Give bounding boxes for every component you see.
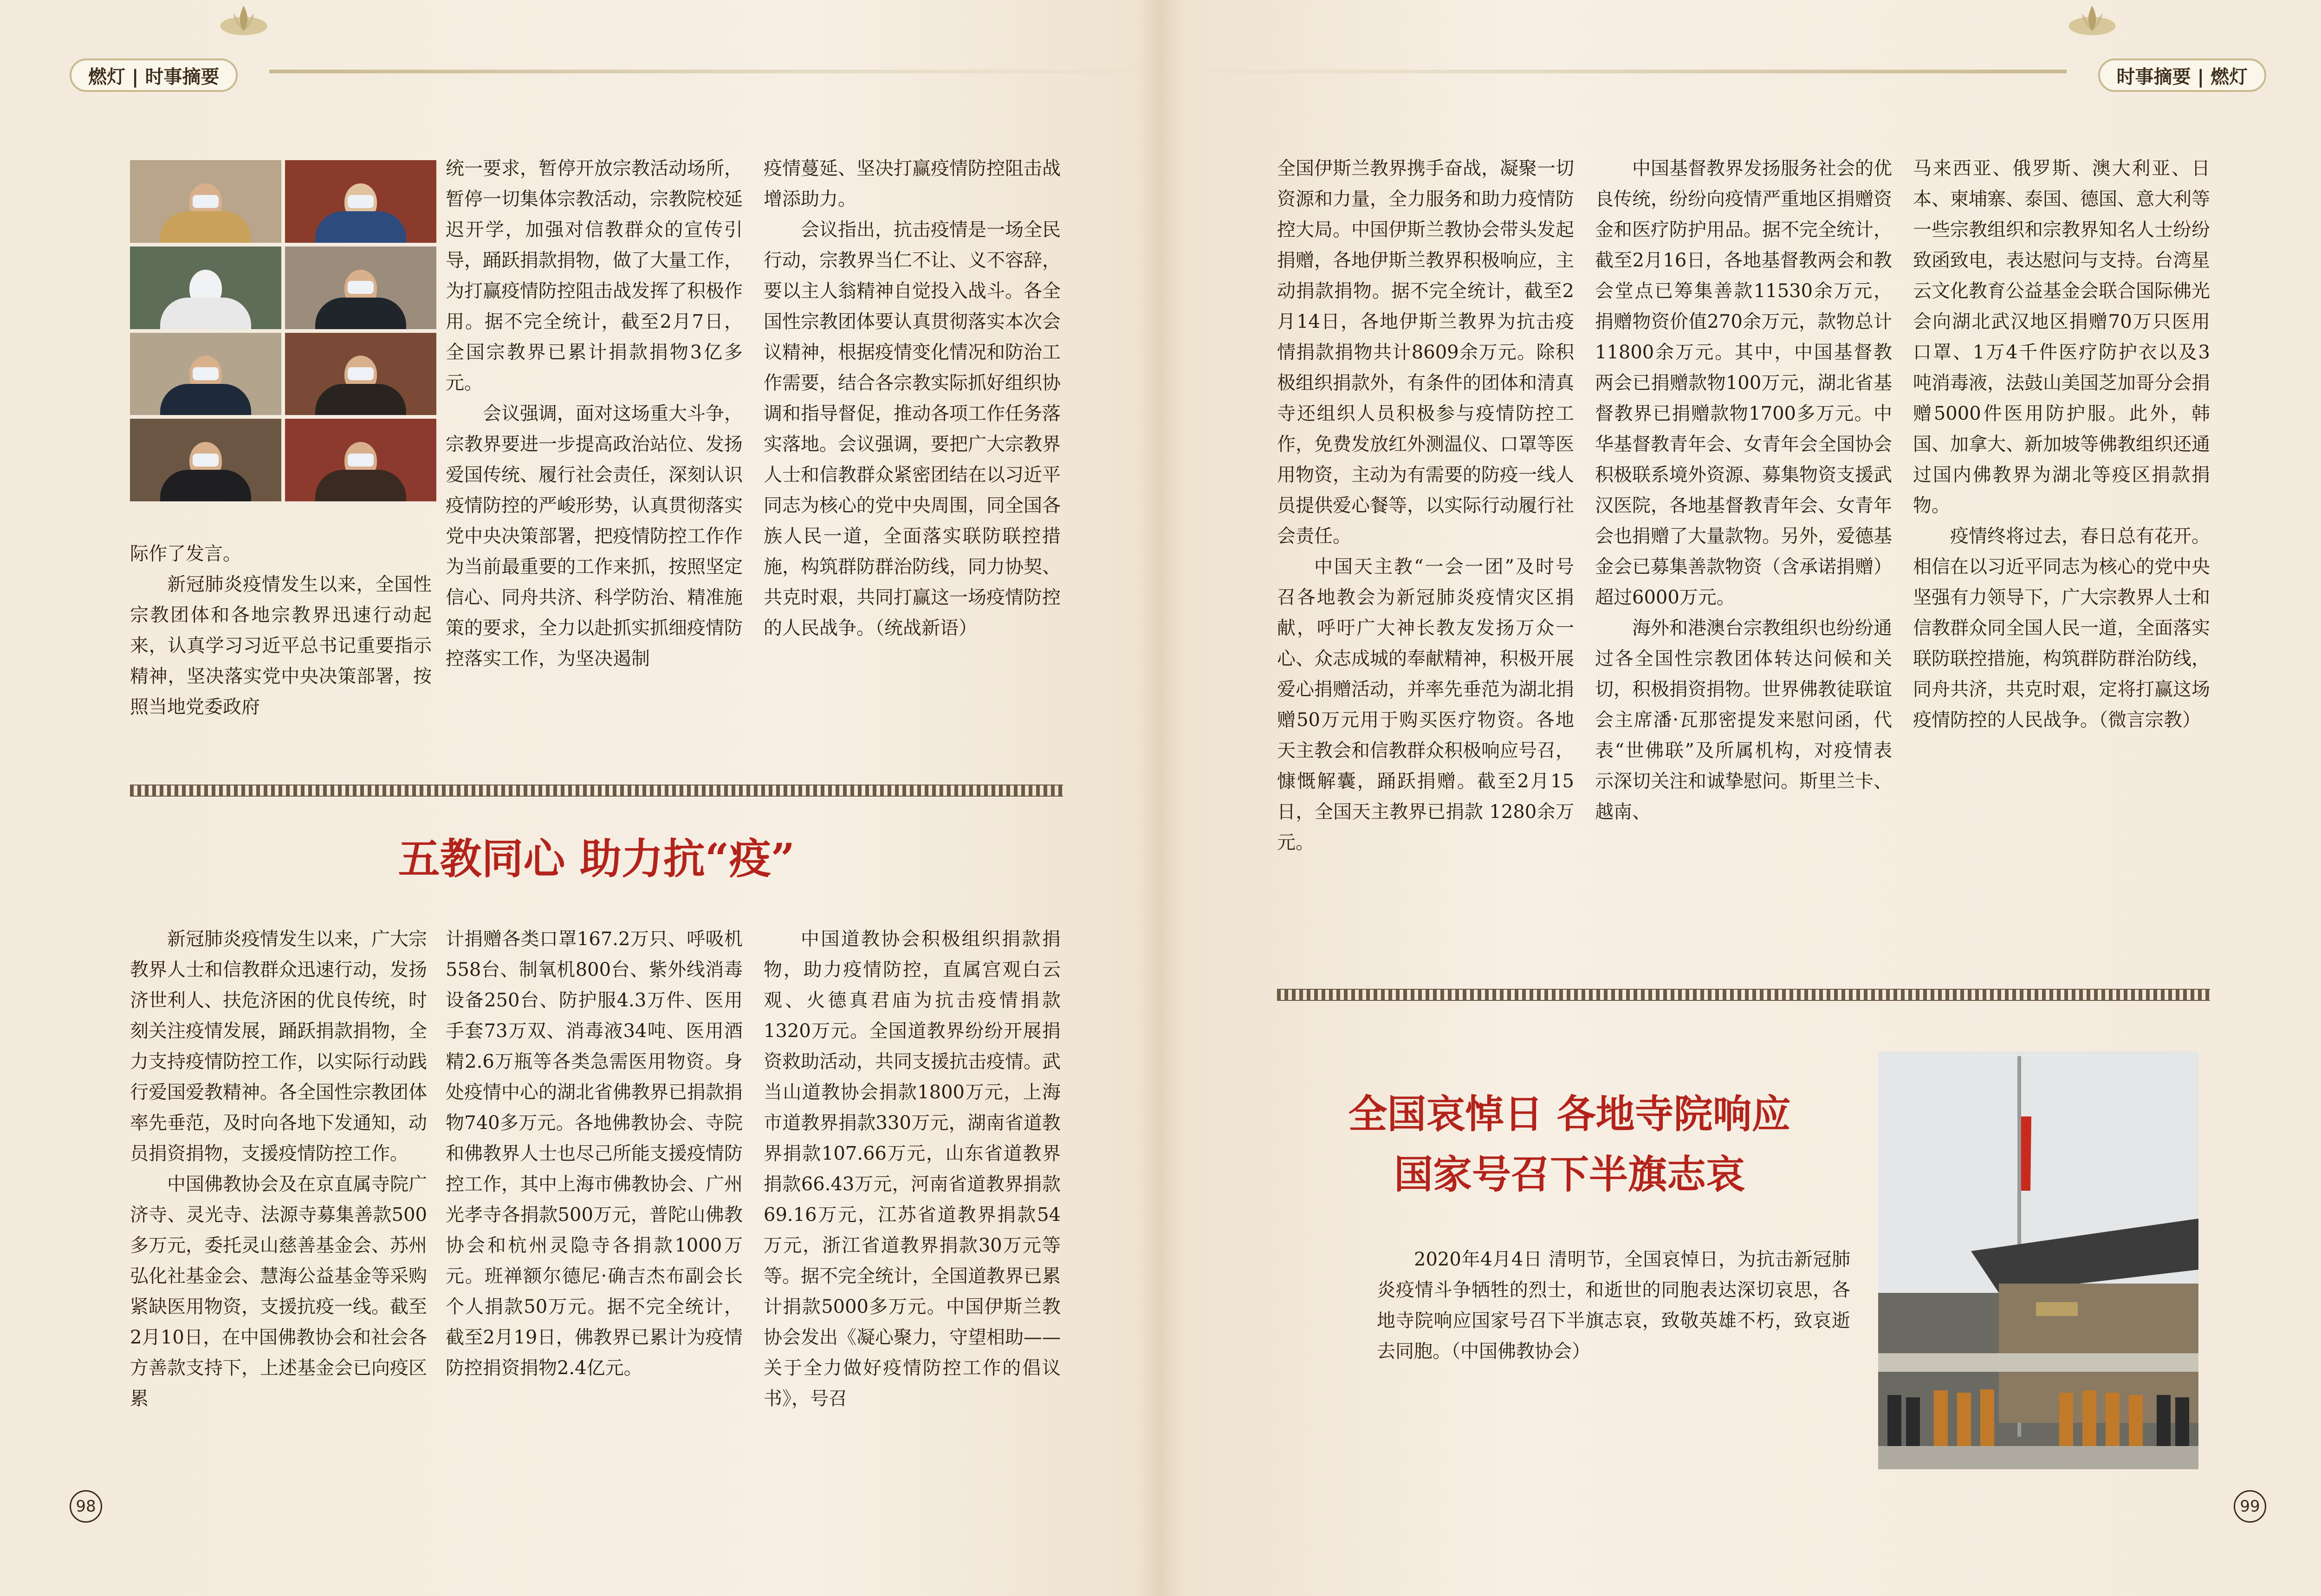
page-number: 99 (2234, 1490, 2266, 1523)
meeting-photo-collage (130, 160, 436, 501)
paragraph: 疫情终将过去，春日总有花开。相信在以习近平同志为核心的党中央坚强有力领导下，广大宗教界人士和信教群众同全国人民一道，全面落实联防联控措施，构筑群防群治防线，同舟共济，共克时艰，定将打赢这场疫情防控的人民战争。（微言宗教） (1913, 526, 2210, 731)
article-body (1377, 1244, 1850, 1367)
header-label: 时事摘要 | 燃灯 (2098, 58, 2266, 92)
temple-flag-photo (1878, 1051, 2198, 1469)
section-divider (130, 785, 1063, 797)
right-col-2 (1595, 153, 1892, 827)
left-top-col-2 (446, 153, 743, 674)
article-title: 五教同心 助力抗“疫” (398, 834, 795, 883)
page-number: 98 (70, 1490, 102, 1523)
paragraph: 际作了发言。 (130, 543, 241, 564)
photo-imam (130, 247, 281, 329)
paragraph: 统一要求，暂停开放宗教活动场所，暂停一切集体宗教活动，宗教院校延迟开学，加强对信教群众的宣传引导，踊跃捐款捐物，做了大量工作，为打赢疫情防控阻击战发挥了积极作用。据不完全统计，截至2月7日，全国宗教界已累计捐款捐物3亿多元。 (446, 158, 743, 394)
paragraph: 海外和港澳台宗教组织也纷纷通过各全国性宗教团体转达问候和关切，积极捐资捐物。世界佛教徒联谊会主席潘·瓦那密提发来慰问函，代表“世佛联”及所属机构，对疫情表示深切关注和诚挚慰问。斯里兰卡、越南、 (1595, 617, 1892, 823)
left-bottom-col-2 (446, 924, 743, 1383)
right-col-1 (1277, 153, 1574, 858)
paragraph: 新冠肺炎疫情发生以来，全国性宗教团体和各地宗教界迅速行动起来，认真学习习近平总书记重要指示精神，坚决落实党中央决策部署，按照当地党委政府 (130, 574, 432, 718)
section-divider (1277, 989, 2210, 1001)
right-col-3 (1913, 153, 2210, 735)
paragraph: 新冠肺炎疫情发生以来，广大宗教界人士和信教群众迅速行动，发扬济世利人、扶危济困的优良传统，时刻关注疫情发展，踊跃捐款捐物，全力支持疫情防控工作，以实际行动践行爱国爱教精神。各全国性宗教团体率先垂范，及时向各地下发通知，动员捐资捐物，支援疫情防控工作。 (130, 928, 427, 1164)
left-bottom-col-1 (130, 924, 427, 1414)
left-bottom-col-3 (764, 924, 1061, 1414)
paragraph: 中国基督教界发扬服务社会的优良传统，纷纷向疫情严重地区捐赠资金和医疗防护用品。据不完全统计，截至2月16日，各地基督教两会和教会堂点已筹集善款11530余万元，捐赠物资价值270余万元，款物总计11800余万元。其中，中国基督教两会已捐赠款物100万元，湖北省基督教界已捐赠款物1700多万元。中华基督教青年会、女青年会全国协会积极联系境外资源、募集物资支援武汉医院，各地基督教青年会、女青年会也捐赠了大量款物。另外，爱德基金会已募集善款物资（含承诺捐赠）超过6000万元。 (1595, 158, 1892, 608)
paragraph: 马来西亚、俄罗斯、澳大利亚、日本、柬埔寨、泰国、德国、意大利等一些宗教组织和宗教界知名人士纷纷致函致电，表达慰问与支持。台湾星云文化教育公益基金会联合国际佛光会向湖北武汉地区捐赠70万只医用口罩、1万4千件医疗防护衣以及3 吨消毒液，法鼓山美国芝加哥分会捐赠5000件医用防护服。此外，韩国、加拿大、新加坡等佛教组织还通过国内佛教界为湖北等疫区捐款捐物。 (1913, 158, 2210, 516)
right-page (1168, 0, 2321, 1596)
photo-official-4 (285, 419, 436, 501)
lotus-emblem-icon (218, 0, 269, 46)
article-title-line-1: 全国哀悼日 各地寺院响应 (1348, 1091, 1791, 1137)
article-title-line-2: 国家号召下半旗志哀 (1394, 1151, 1745, 1197)
photo-official-2 (130, 333, 281, 415)
paragraph: 中国道教协会积极组织捐款捐物，助力疫情防控，直属宫观白云观、火德真君庙为抗击疫情捐款1320万元。全国道教界纷纷开展捐资救助活动，共同支援抗击疫情。武当山道教协会捐款1800万元，上海市道教界捐款330万元，湖南省道教界捐款107.66万元，山东省道教界捐款66.43万元，河南省道教界捐款69.16万元，江苏省道教界捐款54万元，浙江省道教界捐款30万元等等。据不完全统计，全国道教界已累计捐款5000多万元。中国伊斯兰教协会发出《凝心聚力，守望相助——关于全力做好疫情防控工作的倡议书》，号召 (764, 928, 1061, 1409)
left-top-col-1 (130, 538, 432, 722)
photo-official-1 (285, 247, 436, 329)
header-label: 燃灯 | 时事摘要 (70, 58, 238, 92)
paragraph: 会议强调，面对这场重大斗争，宗教界要进一步提高政治站位、发扬爱国传统、履行社会责任，深刻认识疫情防控的严峻形势，认真贯彻落实党中央决策部署，把疫情防控工作作为当前最重要的工作来抓，按照坚定信心、同舟共济、科学防治、精准施策的要求，全力以赴抓实抓细疫情防控落实工作，为坚决遏制 (446, 403, 743, 669)
header (2098, 56, 2266, 95)
lotus-emblem-icon (2067, 0, 2118, 46)
photo-official-3 (285, 333, 436, 415)
paragraph: 疫情蔓延、坚决打赢疫情防控阻击战增添助力。 (764, 158, 1061, 210)
header-rule (269, 70, 1151, 73)
paragraph: 会议指出，抗击疫情是一场全民行动，宗教界当仁不让、义不容辞，要以主人翁精神自觉投入战斗。各全国性宗教团体要认真贯彻落实本次会议精神，根据疫情变化情况和防治工作需要，结合各宗教实际抓好组织协调和指导督促，推动各项工作任务落实落地。会议强调，要把广大宗教界人士和信教群众紧密团结在以习近平同志为核心的党中央周围，同全国各族人民一道，全面落实联防联控措施，构筑群防群治防线，同力协契、共克时艰，共同打赢这一场疫情防控的人民战争。（统战新语） (764, 219, 1061, 639)
header-rule (1185, 70, 2067, 73)
paragraph: 中国佛教协会及在京直属寺院广济寺、灵光寺、法源寺募集善款500多万元，委托灵山慈善基金会、苏州弘化社基金会、慧海公益基金等采购紧缺医用物资，支援抗疫一线。截至2月10日，在中国佛教协会和社会各方善款支持下，上述基金会已向疫区累 (130, 1174, 427, 1409)
photo-bookshelf (130, 419, 281, 501)
photo-monk-1 (130, 160, 281, 243)
paragraph: 2020年4月4日 清明节，全国哀悼日，为抗击新冠肺炎疫情斗争牺牲的烈士，和逝世的同胞表达深切哀思，各地寺院响应国家号召下半旗志哀，致敬英雄不朽，致哀逝去同胞。（中国佛教协会） (1377, 1249, 1850, 1362)
paragraph: 计捐赠各类口罩167.2万只、呼吸机558台、制氧机800台、紫外线消毒设备250台、防护服4.3万件、医用手套73万双、消毒液34吨、医用酒精2.6万瓶等各类急需医用物资。身处疫情中心的湖北省佛教界已捐款捐物740多万元。各地佛教协会、寺院和佛教界人士也尽己所能支援疫情防控工作，其中上海市佛教协会、广州光孝寺各捐款500万元，普陀山佛教协会和杭州灵隐寺各捐款1000万元。班禅额尔德尼·确吉杰布副会长个人捐款50万元。据不完全统计，截至2月19日，佛教界已累计为疫情防控捐资捐物2.4亿元。 (446, 928, 743, 1379)
left-top-col-3 (764, 153, 1061, 643)
paragraph: 中国天主教“一会一团”及时号召各地教会为新冠肺炎疫情灾区捐献，呼吁广大神长教友发扬万众一心、众志成城的奉献精神，积极开展爱心捐赠活动，并率先垂范为湖北捐赠50万元用于购买医疗物资。各地天主教会和信教群众积极响应号召，慷慨解囊，踊跃捐赠。截至2月15日，全国天主教界已捐款 1280余万元。 (1277, 556, 1574, 853)
header (70, 56, 238, 95)
paragraph: 全国伊斯兰教界携手奋战，凝聚一切资源和力量，全力服务和助力疫情防控大局。中国伊斯兰教协会带头发起捐赠，各地伊斯兰教界积极响应，主动捐款捐物。据不完全统计，截至2月14日，各地伊斯兰教界为抗击疫情捐款捐物共计8609余万元。除积极组织捐款外，有条件的团体和清真寺还组织人员积极参与疫情防控工作，免费发放红外测温仪、口罩等医用物资，主动为有需要的防疫一线人员提供爱心餐等，以实际行动履行社会责任。 (1277, 158, 1574, 547)
photo-taoist (285, 160, 436, 243)
